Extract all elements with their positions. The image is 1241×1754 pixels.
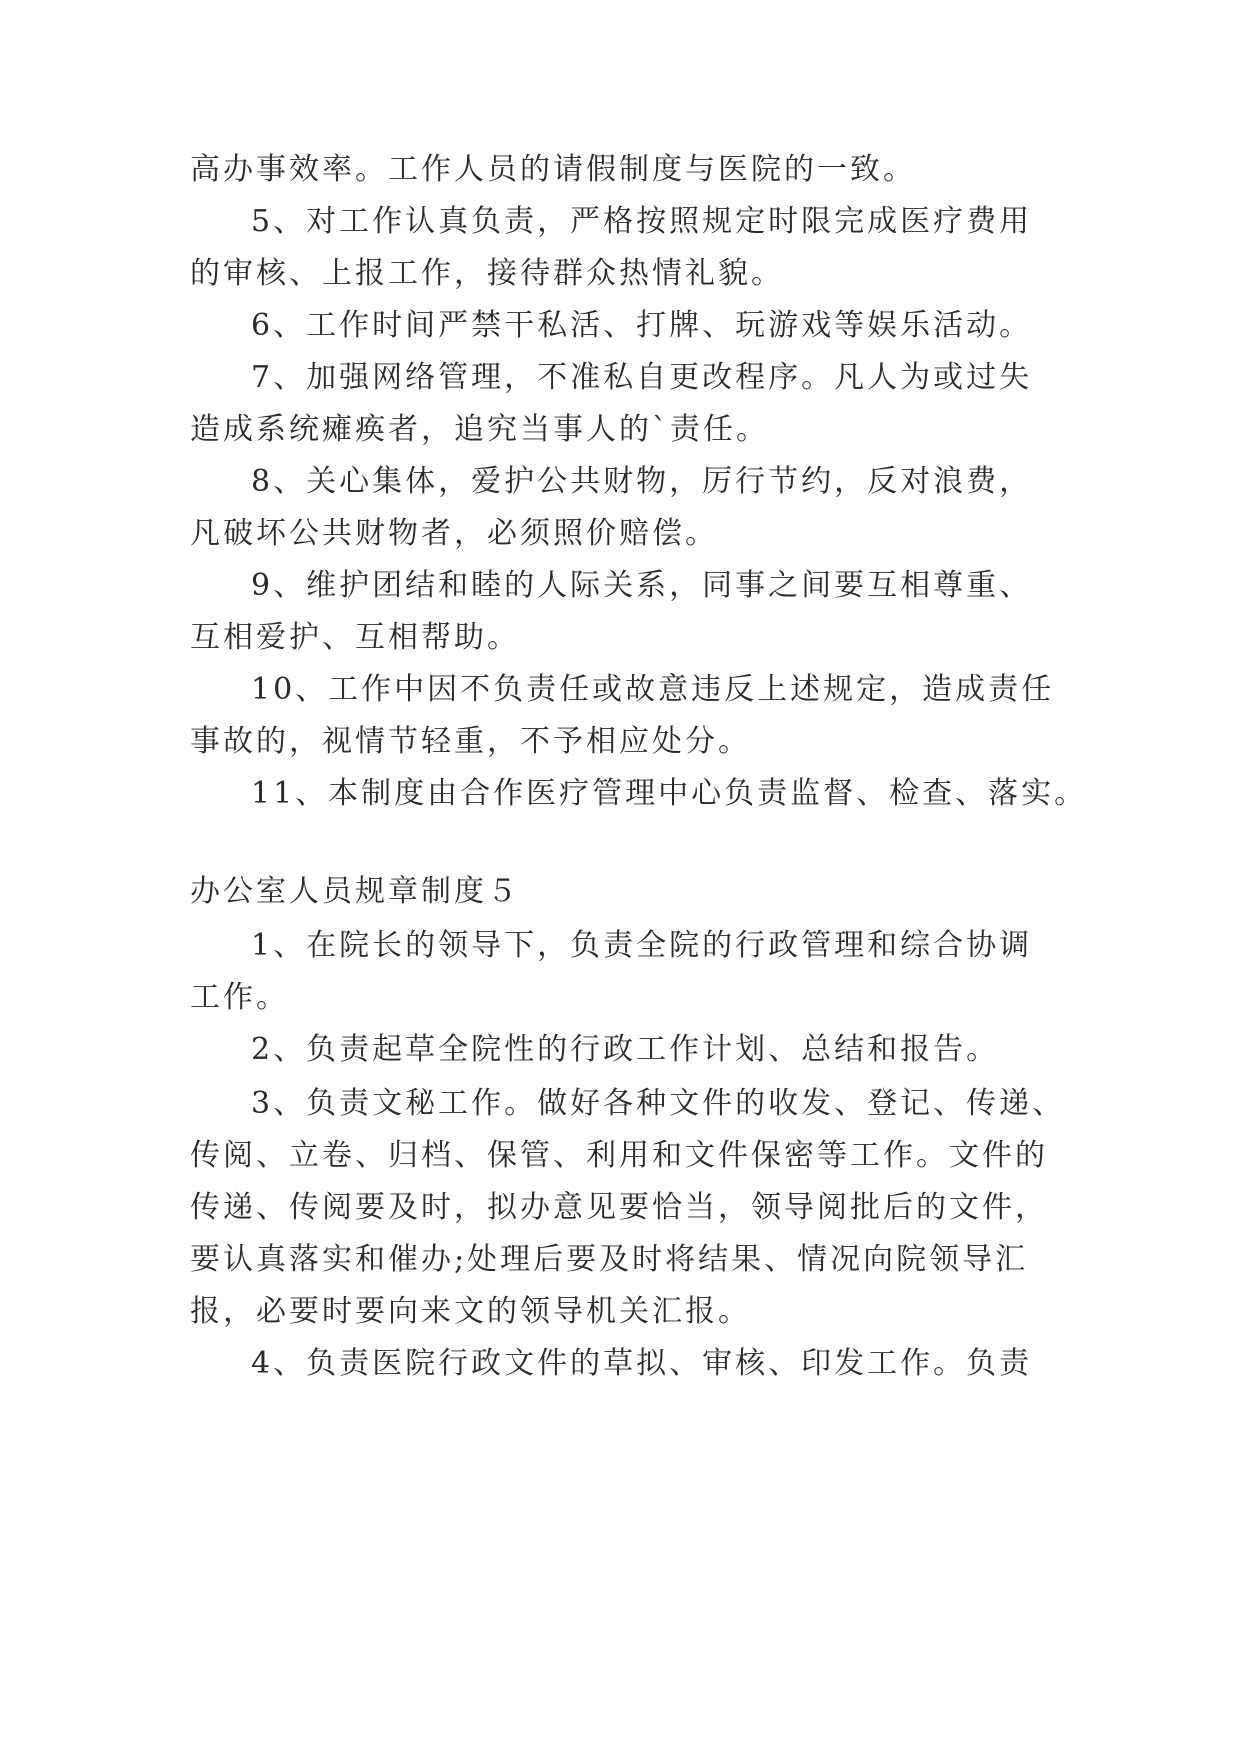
text-line: 传递、传阅要及时，拟办意见要恰当，领导阅批后的文件， [190,1190,1048,1225]
text-line: 的审核、上报工作，接待群众热情礼貌。 [190,256,784,291]
text-line: 高办事效率。工作人员的请假制度与医院的一致。 [190,152,916,187]
text-line: 事故的，视情节轻重，不予相应处分。 [190,724,751,759]
list-item-4: 4、负责医院行政文件的草拟、审核、印发工作。负责 [251,1346,1033,1381]
text-line: 工作。 [190,980,289,1015]
list-item-10: 10、工作中因不负责任或故意违反上述规定，造成责任 [251,672,1055,707]
text-line: 凡破坏公共财物者，必须照价赔偿。 [190,516,718,551]
list-item-3: 3、负责文秘工作。做好各种文件的收发、登记、传递、 [251,1086,1066,1121]
text-line: 报，必要时要向来文的领导机关汇报。 [190,1294,751,1329]
list-item-8: 8、关心集体，爱护公共财物，厉行节约，反对浪费， [251,464,1033,499]
text-line: 造成系统瘫痪者，追究当事人的`责任。 [190,412,769,447]
text-line: 要认真落实和催办;处理后要及时将结果、情况向院领导汇 [190,1242,1029,1277]
list-item-7: 7、加强网络管理，不准私自更改程序。凡人为或过失 [251,360,1033,395]
list-item-6: 6、工作时间严禁干私活、打牌、玩游戏等娱乐活动。 [251,308,1033,343]
text-line: 传阅、立卷、归档、保管、利用和文件保密等工作。文件的 [190,1138,1048,1173]
list-item-2: 2、负责起草全院性的行政工作计划、总结和报告。 [251,1032,1000,1067]
section-heading: 办公室人员规章制度５ [190,874,520,909]
list-item-9: 9、维护团结和睦的人际关系，同事之间要互相尊重、 [251,568,1033,603]
list-item-5: 5、对工作认真负责，严格按照规定时限完成医疗费用 [251,204,1033,239]
list-item-1: 1、在院长的领导下，负责全院的行政管理和综合协调 [251,928,1033,963]
list-item-11: 11、本制度由合作医疗管理中心负责监督、检查、落实。 [251,776,1088,811]
text-line: 互相爱护、互相帮助。 [190,620,520,655]
